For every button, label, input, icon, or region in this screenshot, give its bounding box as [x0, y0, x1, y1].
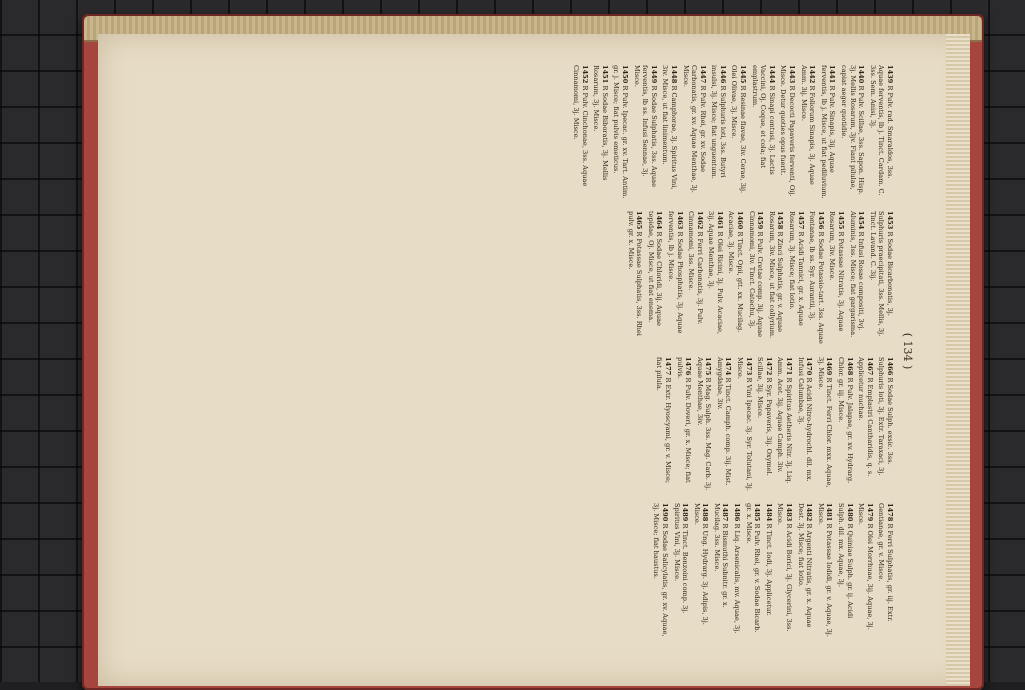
entry-text: R Pulv. Sinapis, 3ij. Aquae ferventis, lb j. Misce, ut fiat pediluvium.: [819, 65, 837, 199]
entry-number: 1459: [756, 211, 765, 230]
entry-text: R Pulv. rad. Smaraldos, 3ss. Aquae ferventis, lb j. Tinct. Cardam. C. 3ss. Sem. Anisi, 3j.: [868, 65, 894, 196]
prescription-entry: [857, 503, 874, 637]
entry-text: R Vini Ipecac. 3j. Syr. Tolutani, 3j. Misce.: [736, 357, 753, 491]
entry-number: 1477: [663, 357, 672, 376]
entry-number: 1448: [669, 65, 678, 84]
text-column: [128, 65, 894, 199]
entry-text: R Sodae Biboratis, 3j. Mellis Rosarum, 3j. Misce.: [592, 65, 609, 181]
prescription-entry: [816, 357, 833, 491]
prescription-entry: [626, 211, 643, 345]
entry-number: 1474: [724, 357, 733, 376]
entry-text: R Sodae Phosphatis, 3j. Aquae ferventis, lb j. Misce.: [666, 211, 684, 334]
entry-number: 1455: [837, 211, 846, 230]
entry-text: R Tinct. Opii, gtt. xx. Mucilag. Acaciae, 3j. Misce.: [727, 211, 745, 333]
entry-number: 1472: [764, 357, 773, 376]
entry-text: R Camphorae, 3j. Spiritus Vini, 3iv. Misce, ut fiat linimentum.: [661, 65, 678, 190]
prescription-entry: [707, 211, 724, 345]
entry-text: R Bismuthi Subnitr. gr. x. Mucilag. 3ss. Misce.: [712, 503, 730, 608]
entry-text: R Olei Morrhuae, 3ij. Aquae, 3j. Misce.: [857, 503, 874, 630]
entry-number: 1441: [828, 65, 837, 84]
page-number: ( 134 ): [901, 332, 914, 370]
entry-number: 1449: [649, 65, 658, 84]
prescription-entry: [819, 65, 836, 199]
prescription-entry: [730, 65, 747, 199]
entry-text: R Quiniae Sulph. gr. ij. Acidi Sulph. dil. mx. Aquae, 3j.: [837, 503, 854, 619]
entry-number: 1463: [675, 211, 684, 230]
entry-text: R Tinct. Iodi, 3j. Applicetur.: [764, 521, 773, 616]
text-columns: [128, 65, 894, 637]
prescription-entry: [767, 211, 784, 345]
entry-text: R Potassae Sulphatis, 3ss. Rhei pulv. gr. x. Misce.: [626, 211, 644, 336]
entry-text: R Pulv. Rhei, gr. v. Sodae Bicarb. gr. x. Misce.: [744, 503, 762, 633]
entry-number: 1461: [715, 211, 724, 230]
prescription-entry: [712, 503, 729, 637]
entry-text: R Tinct. Ferri Chlor. mxx. Aquae, 3j. Misce.: [816, 357, 834, 488]
prescription-entry: [661, 65, 678, 199]
entry-number: 1458: [776, 211, 785, 230]
prescription-entry: [612, 65, 629, 199]
entry-number: 1475: [704, 357, 713, 376]
entry-number: 1466: [886, 357, 894, 376]
text-column: [128, 503, 894, 637]
entry-text: R Ung. Hydrarg. 3j. Adipis, 3j. Misce.: [692, 503, 710, 625]
prescription-entry: [727, 211, 744, 345]
entry-text: R Syr. Papaveris, 3ij. Oxymel. Scillae, 3ij. Misce.: [756, 357, 773, 476]
entry-text: R Sodae Chloridi, 3ij. Aquae tepidae, Oj. Misce, ut fiat enema.: [646, 211, 664, 326]
entry-number: 1470: [805, 357, 814, 376]
entry-text: R Resinae flavae, 3iv. Cerae, 3ij. Olei Olivae, 3j. Misce.: [730, 65, 748, 194]
entry-number: 1485: [753, 503, 762, 522]
prescription-entry: [868, 65, 894, 199]
prescription-entry: [733, 503, 742, 637]
entry-text: R Pulv. Cinchonae, 3ss. Aquae Cinnamomi, 3j. Misce.: [572, 65, 589, 187]
entry-number: 1443: [788, 65, 797, 84]
entry-text: R Argenti Nitratis, gr. x. Aquae Dest. 3j. Misce; fiat lotio.: [796, 503, 814, 628]
prescription-entry: [655, 357, 672, 491]
prescription-entry: [675, 357, 692, 491]
entry-text: R Olei Ricini, 3j. Pulv. Acaciae, 3ij. Aquae Menthae, 3j.: [707, 211, 724, 335]
prescription-entry: [796, 357, 813, 491]
prescription-entry: [710, 65, 727, 199]
entry-text: R Sodae Sulphatis, 3ss. Aquae ferventis, lb ss. Infusi Sennae, 3j. Misce.: [632, 65, 658, 187]
entry-number: 1445: [739, 65, 748, 84]
entry-number: 1456: [816, 211, 825, 230]
entry-number: 1450: [620, 65, 629, 84]
entry-text: R Ferri Carbonatis, 3j. Pulv. Cinnamomi, 3ss. Misce.: [687, 211, 704, 325]
entry-text: R Infusi Rosae compositi, 3vj. Aluminis, 3ss. Misce; fiat gargarisma.: [848, 211, 866, 338]
prescription-entry: [632, 65, 658, 199]
prescription-entry: [646, 211, 663, 345]
entry-text: R Potassae Iodidi, gr. v. Aquae, 3j. Misce.: [816, 503, 834, 637]
entry-text: R Potassae Nitratis, 3j. Aquae Rosarum, 3iv. Misce.: [828, 211, 846, 332]
entry-text: R Ferri Sulphatis, gr. iij. Extr. Gentianae, gr. v. Misce.: [877, 503, 894, 622]
entry-number: 1488: [701, 503, 710, 522]
entry-number: 1447: [698, 65, 707, 84]
entry-text: R Tinct. Benzoini comp. 3j. Spiritus Vini, 3j. Misce.: [672, 503, 690, 614]
entry-number: 1479: [865, 503, 874, 522]
prescription-entry: [666, 211, 683, 345]
entry-number: 1471: [785, 357, 794, 376]
entry-number: 1483: [785, 503, 794, 522]
prescription-entry: [747, 211, 764, 345]
prescription-entry: [672, 503, 689, 637]
prescription-entry: [816, 503, 833, 637]
entry-number: 1481: [825, 503, 834, 522]
entry-number: 1469: [825, 357, 834, 376]
entry-text: R Pulv. Rhei, gr. xv. Sodae Carbonatis, gr. xv. Aquae Menthae, 3j. Misce.: [681, 65, 707, 193]
prescription-entry: [839, 65, 865, 199]
prescription-entry: [808, 211, 825, 345]
entry-number: 1453: [886, 211, 894, 230]
entry-text: R Acidi Nitro-hydrochl. dil. mx. Infusi Calumbae, 3j.: [796, 357, 814, 482]
prescription-entry: [592, 65, 609, 199]
entry-number: 1460: [736, 211, 745, 230]
entry-number: 1467: [865, 357, 874, 376]
prescription-entry: [687, 211, 704, 345]
prescription-entry: [799, 65, 816, 199]
entry-number: 1462: [695, 211, 704, 230]
entry-text: R Extr. Hyoscyami, gr. v. Misce; fiat pilula.: [655, 357, 672, 484]
prescription-entry: [744, 503, 761, 637]
prescription-entry: [750, 65, 776, 199]
prescription-entry: [681, 65, 707, 199]
entry-text: R Sodae Bicarbonatis, 3j. Sulphuris praecipitati, 3ss. Mellis, 3j. Tinct. Lavand. C. 3ij.: [868, 211, 894, 337]
entry-number: 1487: [721, 503, 730, 522]
entry-text: R Sinapi contusi, 3j. Lactis Vaccini, Oj. Coque, et cola; fiat emplastrum.: [750, 65, 776, 175]
prescription-entry: [652, 503, 669, 637]
entry-text: R Decocti Papaveris ferventi, Oij. Misce. Detur quoties opus fuerit.: [779, 65, 797, 197]
prescription-entry: [796, 503, 813, 637]
prescription-entry: [571, 65, 588, 199]
entry-text: R Sodae Potassio-tart. 3ss. Aquae Fontanae, lb ss. Syr. Aurantii, 3j.: [808, 211, 825, 344]
prescription-entry: [715, 357, 732, 491]
entry-number: 1440: [857, 65, 866, 84]
entry-number: 1446: [718, 65, 727, 84]
prescription-entry: [857, 357, 874, 491]
prescription-entry: [877, 357, 894, 491]
page-text-area: [110, 46, 930, 656]
prescription-entry: [779, 65, 796, 199]
prescription-entry: [787, 211, 804, 345]
entry-number: 1465: [635, 211, 644, 230]
entry-number: 1442: [808, 65, 817, 84]
entry-text: R Acidi Tannici, gr. x. Aquae Rosarum, 3j. Misce; fiat lotio.: [788, 211, 805, 326]
prescription-entry: [868, 211, 894, 345]
prescription-entry: [848, 211, 865, 345]
entry-text: R Spiritus Aetheris Nitr. 3j. Liq. Amm. Acet. 3ij. Aquae Camph. 3iv.: [776, 357, 794, 484]
entry-text: R Zinci Sulphatis, gr. v. Aquae Rosarum, 3iv. Misce, ut fiat collyrium.: [767, 211, 785, 339]
entry-text: R Pulv. Scillae, 3ss. Sapon. Hisp. 3j. Mellis Rosarum, 3jv. Fiant pilulae, capiat aeger quotidie.: [840, 65, 866, 195]
entry-number: 1484: [764, 503, 773, 522]
entry-number: 1444: [767, 65, 776, 84]
prescription-entry: [776, 357, 793, 491]
entry-text: R Mag. Sulph. 3ss. Mag. Carb. 3j. Aquae Menthae, 3iv.: [695, 357, 713, 491]
entry-number: 1452: [580, 65, 589, 84]
entry-number: 1476: [684, 357, 693, 376]
entry-number: 1454: [857, 211, 866, 230]
entry-text: R Foliorum Sinapis, 3j. Aquae Amm. 3ij. Misce.: [799, 65, 817, 185]
prescription-entry: [836, 503, 853, 637]
entry-text: R Emplastri Cantharidis, q. s. Applicetur nuchae.: [857, 357, 874, 477]
prescription-entry: [756, 357, 773, 491]
prescription-entry: [877, 503, 894, 637]
entry-number: 1486: [733, 503, 742, 522]
entry-text: R Pulv. Cretae comp. 3ij. Aquae Cinnamomi, 3iv. Tinct. Catechu, 3j.: [747, 211, 765, 338]
entry-text: R Liq. Arsenicalis, mv. Aquae, 3j.: [733, 521, 742, 634]
entry-text: R Sodae Sulph. exsic. 3ss. Sulphuris loti, 3j. Extr. Taraxaci, 3j.: [877, 357, 894, 476]
entry-number: 1464: [655, 211, 664, 230]
entry-number: 1482: [805, 503, 814, 522]
prescription-entry: [836, 357, 853, 491]
entry-number: 1473: [744, 357, 753, 376]
entry-text: R Sulphuris loti, 3ss. Butyri insulsi, 3j. Misce; fiat unguentum.: [710, 65, 727, 179]
entry-number: 1478: [886, 503, 894, 522]
entry-number: 1468: [845, 357, 854, 376]
prescription-entry: [736, 357, 753, 491]
entry-text: R Pulv. Ipecac. gr. xv. Tart. Antim. gr. j. Misce; fiat pulvis emeticus.: [612, 65, 629, 199]
prescription-entry: [776, 503, 793, 637]
entry-text: R Sodae Salicylatis, gr. xv. Aquae, 3j. Misce; fiat haustus.: [652, 503, 669, 637]
prescription-entry: [695, 357, 712, 491]
text-column: [128, 357, 894, 491]
entry-number: 1490: [660, 503, 669, 522]
prescription-entry: [828, 211, 845, 345]
text-column: [128, 211, 894, 345]
entry-text: R Pulv. Jalapae, gr. xv. Hydrarg. Chlor. gr. iij. Misce.: [837, 357, 854, 484]
rotated-text-block: [120, 51, 920, 651]
entry-number: 1489: [681, 503, 690, 522]
entry-number: 1451: [600, 65, 609, 84]
entry-number: 1439: [886, 65, 894, 84]
prescription-entry: [764, 503, 773, 637]
entry-text: R Tinct. Camph. comp. 3ij. Mist. Amygdalae, 3iv.: [715, 357, 733, 486]
entry-number: 1480: [845, 503, 854, 522]
entry-number: 1457: [796, 211, 805, 230]
entry-text: R Pulv. Doveri, gr. x. Misce; fiat pulvis.: [675, 357, 693, 483]
prescription-entry: [692, 503, 709, 637]
entry-text: R Acidi Borici, 3j. Glycerini, 3ss. Misce.: [776, 503, 794, 632]
page-edges: [946, 34, 970, 686]
